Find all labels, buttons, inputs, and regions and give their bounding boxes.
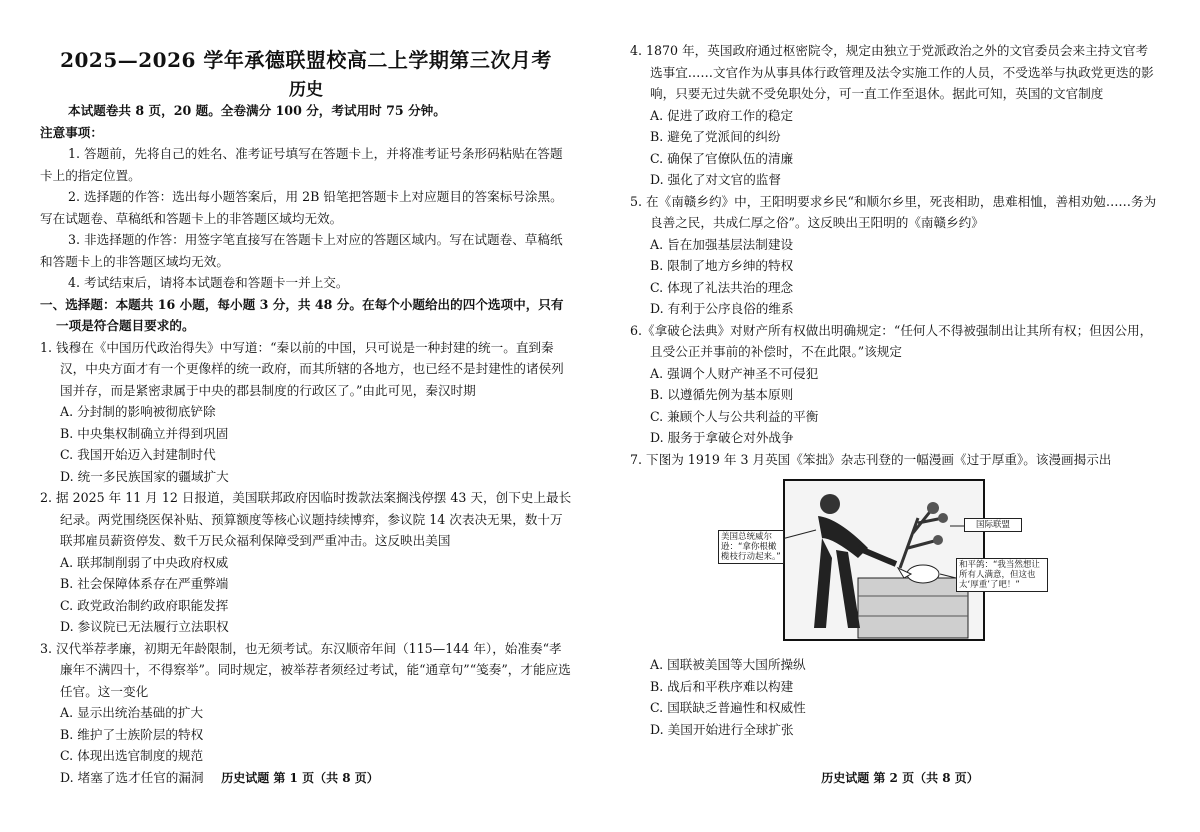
question-1-option-b: B. 中央集权制确立并得到巩固: [60, 425, 229, 441]
question-1-option-a: A. 分封制的影响被彻底铲除: [60, 404, 216, 419]
question-2-option-c: C. 政党政治制约政府职能发挥: [60, 597, 229, 613]
question-4-option-b: B. 避免了党派间的纠纷: [650, 129, 781, 144]
section-heading: 一、选择题：本题共 16 小题，每小题 3 分，共 48 分。在每个小题给出的四个选项中，只有一项是符合题目要求的。: [40, 296, 564, 333]
question-4-option-c: C. 确保了官僚队伍的清廉: [650, 150, 794, 166]
page-footer: 历史试题 第 2 页（共 8 页）: [821, 771, 979, 785]
question-5-option-c: C. 体现了礼法共治的理念: [650, 279, 794, 295]
page-1-column: [40, 0, 572, 788]
notice-item: 4. 考试结束后，请将本试题卷和答题卡一并上交。: [68, 275, 349, 290]
notice-item: 1. 答题前，先将自己的姓名、准考证号填写在答题卡上，并将准考证号条形码粘贴在答题卡上的指定位置。: [40, 146, 563, 183]
notice-item: 2. 选择题的作答：选出每小题答案后，用 2B 铅笔把答题卡上对应题目的答案标号涂黑。写在试题卷、草稿纸和答题卡上的非答题区域均无效。: [40, 189, 563, 226]
question-4-option-d: D. 强化了对文官的监督: [650, 172, 781, 187]
question-2-option-b: B. 社会保障体系存在严重弊端: [60, 576, 229, 591]
question-6-stem: 6.《拿破仑法典》对财产所有权做出明确规定：“任何人不得被强制出让其所有权；但因公用，且受公正并事前的补偿时，不在此限。”该规定: [630, 322, 1153, 359]
question-4-option-a: A. 促进了政府工作的稳定: [650, 107, 794, 123]
question-5-stem: 5. 在《南赣乡约》中，王阳明要求乡民“和顺尔乡里，死丧相助，患难相恤，善相劝勉……务为良善之民，共成仁厚之俗”。这反映出王阳明的《南赣乡约》: [630, 193, 1157, 230]
page-footer: 历史试题 第 1 页（共 8 页）: [221, 771, 379, 785]
question-3-stem: 3. 汉代举荐孝廉，初期无年龄限制，也无须考试。东汉顺帝年间（115—144 年），始准奏“孝廉年不满四十，不得察举”。同时规定，被举荐者须经过考试，能“通章句”“笺奏”，才能应选任官。这一变化: [40, 640, 571, 699]
question-3-option-a: A. 显示出统治基础的扩大: [60, 705, 204, 720]
exam-title: 2025—2026 学年承德联盟校高二上学期第三次月考: [60, 48, 552, 72]
cartoon-caption-wilson: 美国总统威尔逊：“拿你根橄榄枝行动起来。”: [718, 530, 784, 564]
page-2-column: [630, 40, 1160, 740]
cartoon-caption-dove: 和平鸽：“我当然想让所有人满意，但这也太‘厚重’了吧！”: [956, 558, 1048, 592]
question-2-option-a: A. 联邦制削弱了中央政府权威: [60, 554, 229, 570]
question-7-option-a: A. 国联被美国等大国所操纵: [650, 657, 806, 672]
cartoon-figure: [718, 478, 1058, 648]
question-6-option-a: A. 强调个人财产神圣不可侵犯: [650, 365, 819, 381]
question-3-option-b: B. 维护了士族阶层的特权: [60, 726, 204, 742]
question-5-option-b: B. 限制了地方乡绅的特权: [650, 258, 794, 273]
page-2: [600, 0, 1200, 832]
question-7-option-c: C. 国联缺乏普遍性和权威性: [650, 700, 806, 715]
question-2-stem: 2. 据 2025 年 11 月 12 日报道，美国联邦政府因临时拨款法案搁浅停摆 43 天，创下史上最长纪录。两党围绕医保补贴、预算额度等核心议题持续博弈，参议院 14 次表决无果，数十万联邦雇员薪资停发、数千万民众福利保障受到严重冲击。这反映出美国: [40, 490, 572, 548]
question-6-option-d: D. 服务于拿破仑对外战争: [650, 430, 794, 445]
question-7-option-d: D. 美国开始进行全球扩张: [650, 721, 794, 737]
question-1-option-c: C. 我国开始迈入封建制时代: [60, 447, 216, 462]
question-3-option-c: C. 体现出选官制度的规范: [60, 748, 204, 763]
question-5-option-a: A. 旨在加强基层法制建设: [650, 236, 794, 252]
exam-intro: 本试题卷共 8 页，20 题。全卷满分 100 分，考试用时 75 分钟。: [68, 103, 446, 118]
question-4-stem: 4. 1870 年，英国政府通过枢密院令，规定由独立于党派政治之外的文官委员会来主持文官考选事宜……文官作为从事具体行政管理及法令实施工作的人员，不受选举与执政党更迭的影响，只要无过失就不受免职处分，可一直工作至退休。据此可知，英国的文官制度: [630, 43, 1154, 101]
notice-heading: 注意事项：: [40, 124, 103, 140]
question-1-option-d: D. 统一多民族国家的疆域扩大: [60, 468, 229, 484]
cartoon-caption-league: 国际联盟: [964, 518, 1022, 532]
question-3-option-d: D. 堵塞了选才任官的漏洞: [60, 769, 204, 785]
question-6-option-b: B. 以遵循先例为基本原则: [650, 387, 794, 402]
subject-title: 历史: [289, 80, 323, 100]
question-5-option-d: D. 有利于公序良俗的维系: [650, 301, 794, 316]
question-1-stem: 1. 钱穆在《中国历代政治得失》中写道：“秦以前的中国，只可说是一种封建的统一。直到秦汉，中央方面才有一个更像样的统一政府，而其所辖的各地方，也已经不是封建性的诸侯列国并存，而是紧密隶属于中央的郡县制度的行政区了。”由此可见，秦汉时期: [40, 339, 564, 398]
notice-item: 3. 非选择题的作答：用签字笔直接写在答题卡上对应的答题区域内。写在试题卷、草稿纸和答题卡上的非答题区域均无效。: [40, 232, 563, 269]
question-2-option-d: D. 参议院已无法履行立法职权: [60, 619, 229, 634]
question-6-option-c: C. 兼顾个人与公共利益的平衡: [650, 408, 819, 424]
question-7-option-b: B. 战后和平秩序难以构建: [650, 678, 794, 694]
question-7-stem: 7. 下图为 1919 年 3 月英国《笨拙》杂志刊登的一幅漫画《过于厚重》。该漫画揭示出: [630, 451, 1112, 467]
